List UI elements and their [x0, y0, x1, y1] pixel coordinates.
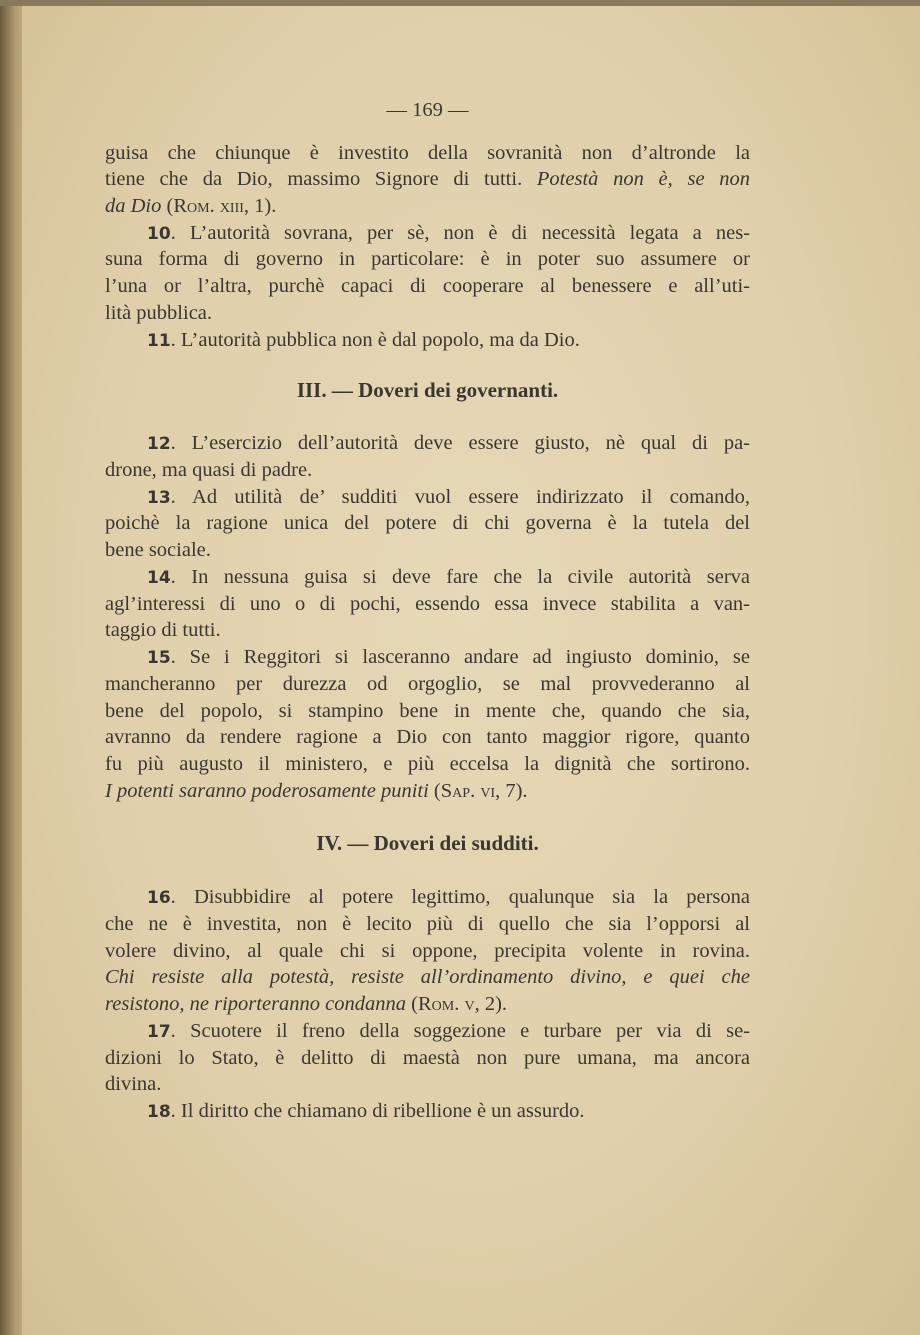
- text-segment: , 1).: [243, 195, 277, 217]
- paragraph-number: 11: [147, 331, 171, 351]
- page-number: — 169 —: [386, 99, 469, 121]
- text-segment: . L’autorità sovrana, per sè, non è di necessità legata a nes-: [170, 222, 750, 244]
- paragraph-number: 12: [147, 434, 171, 454]
- text-segment: .: [209, 195, 220, 217]
- text-line: [105, 698, 750, 724]
- text-segment: l’una or l’altra, purchè capaci di cooperare al benessere e all’uti-: [105, 275, 750, 297]
- text-segment: v: [464, 993, 475, 1015]
- text-segment: bene sociale.: [105, 539, 211, 561]
- text-line: [105, 537, 750, 563]
- text-line: [105, 193, 750, 219]
- section-heading: [105, 830, 750, 857]
- text-segment: . Disubbidire al potere legittimo, qualunque sia la persona: [170, 886, 750, 908]
- text-segment: drone, ma quasi di padre.: [105, 459, 313, 481]
- text-segment: . Ad utilità de’ sudditi vuol essere indirizzato il comando,: [170, 486, 750, 508]
- text-segment: mancheranno per durezza od orgoglio, se mal provvederanno al: [105, 673, 750, 695]
- text-line: [105, 884, 750, 910]
- text-segment: . Il diritto che chiamano di ribellione è un assurdo.: [170, 1100, 585, 1122]
- text-segment: Rom: [418, 993, 455, 1015]
- text-line: [105, 938, 750, 964]
- text-segment: taggio di tutti.: [105, 619, 221, 641]
- text-segment: poichè la ragione unica del potere di chi governa è la tutela del: [105, 512, 750, 534]
- text-line: [105, 1018, 750, 1044]
- text-segment: fu più augusto il ministero, e più eccelsa la dignità che sortirono.: [105, 753, 750, 775]
- paragraph-number: 10: [147, 224, 171, 244]
- text-segment: xiii: [219, 195, 244, 217]
- text-line: [105, 327, 750, 354]
- text-segment: .: [470, 780, 481, 802]
- text-segment: bene del popolo, si stampino bene in mente che, quando che sia,: [105, 700, 750, 722]
- text-line: [105, 911, 750, 937]
- paragraph-number: 18: [147, 1102, 171, 1122]
- text-line: [105, 510, 750, 536]
- italic-quote: resistono, ne riporteranno condanna: [105, 993, 407, 1015]
- text-segment: , 7).: [495, 780, 528, 802]
- text-segment: dizioni lo Stato, è delitto di maestà non pure umana, ma ancora: [105, 1047, 750, 1069]
- italic-quote: da Dio: [105, 195, 162, 217]
- text-segment: . L’esercizio dell’autorità deve essere giusto, nè qual di pa-: [170, 432, 750, 454]
- text-line: [105, 778, 750, 804]
- text-line: [105, 617, 750, 643]
- heading-text: III. — Doveri dei governanti.: [296, 378, 559, 402]
- text-line: [105, 991, 750, 1017]
- text-line: [105, 751, 750, 777]
- text-line: [105, 564, 750, 590]
- text-segment: , 2).: [474, 993, 508, 1015]
- text-segment: . Scuotere il freno della soggezione e turbare per via di se-: [170, 1020, 750, 1042]
- text-line: [105, 671, 750, 697]
- text-segment: vi: [480, 780, 496, 802]
- italic-quote: Chi resiste alla potestà, resiste all’ordinamento divino, e quei che: [105, 966, 750, 988]
- text-line: [105, 140, 750, 166]
- text-segment: . L’autorità pubblica non è dal popolo, ma da Dio.: [170, 329, 580, 351]
- text-segment: tiene che da Dio, massimo Signore di tutti.: [105, 168, 537, 190]
- text-line: [105, 964, 750, 990]
- text-line: [105, 457, 750, 483]
- text-line: [105, 430, 750, 456]
- section-heading: [105, 377, 750, 404]
- text-line: [105, 644, 750, 670]
- text-segment: avranno da rendere ragione a Dio con tanto maggior rigore, quanto: [105, 726, 750, 748]
- text-line: [105, 273, 750, 299]
- text-segment: (: [428, 780, 441, 802]
- text-segment: guisa che chiunque è investito della sovranità non d’altronde la: [105, 142, 750, 164]
- text-segment: .: [454, 993, 465, 1015]
- text-line: [105, 591, 750, 617]
- text-line: [105, 166, 750, 192]
- text-line: [105, 1045, 750, 1071]
- text-line: [105, 1071, 750, 1097]
- text-segment: Sap: [440, 780, 471, 802]
- text-line: [105, 724, 750, 750]
- paragraph-number: 15: [147, 648, 171, 668]
- text-segment: (: [161, 195, 174, 217]
- text-segment: . Se i Reggitori si lasceranno andare ad ingiusto dominio, se: [170, 646, 750, 668]
- text-line: [105, 1098, 750, 1125]
- text-segment: suna forma di governo in particolare: è in poter suo assumere or: [105, 248, 750, 270]
- heading-text: IV. — Doveri dei sudditi.: [316, 831, 539, 855]
- text-segment: divina.: [105, 1073, 162, 1095]
- text-segment: agl’interessi di uno o di pochi, essendo essa invece stabilita a van-: [105, 593, 750, 615]
- italic-quote: Potestà non è, se non: [536, 168, 750, 190]
- text-segment: (: [406, 993, 418, 1015]
- text-line: [105, 220, 750, 246]
- text-line: [105, 484, 750, 510]
- text-segment: volere divino, al quale chi si oppone, precipita volente in rovina.: [105, 940, 750, 962]
- paragraph-number: 16: [147, 888, 171, 908]
- paragraph-number: 13: [147, 488, 171, 508]
- italic-quote: I potenti saranno poderosamente puniti: [105, 780, 429, 802]
- text-segment: Rom: [173, 195, 210, 217]
- paragraph-number: 14: [147, 568, 171, 588]
- text-segment: lità pubblica.: [105, 302, 213, 324]
- paragraph-number: 17: [147, 1022, 171, 1042]
- text-segment: . In nessuna guisa si deve fare che la civile autorità serva: [170, 566, 750, 588]
- text-line: [105, 246, 750, 272]
- text-segment: che ne è investita, non è lecito più di quello che sia l’opporsi al: [105, 913, 750, 935]
- text-line: [105, 300, 750, 326]
